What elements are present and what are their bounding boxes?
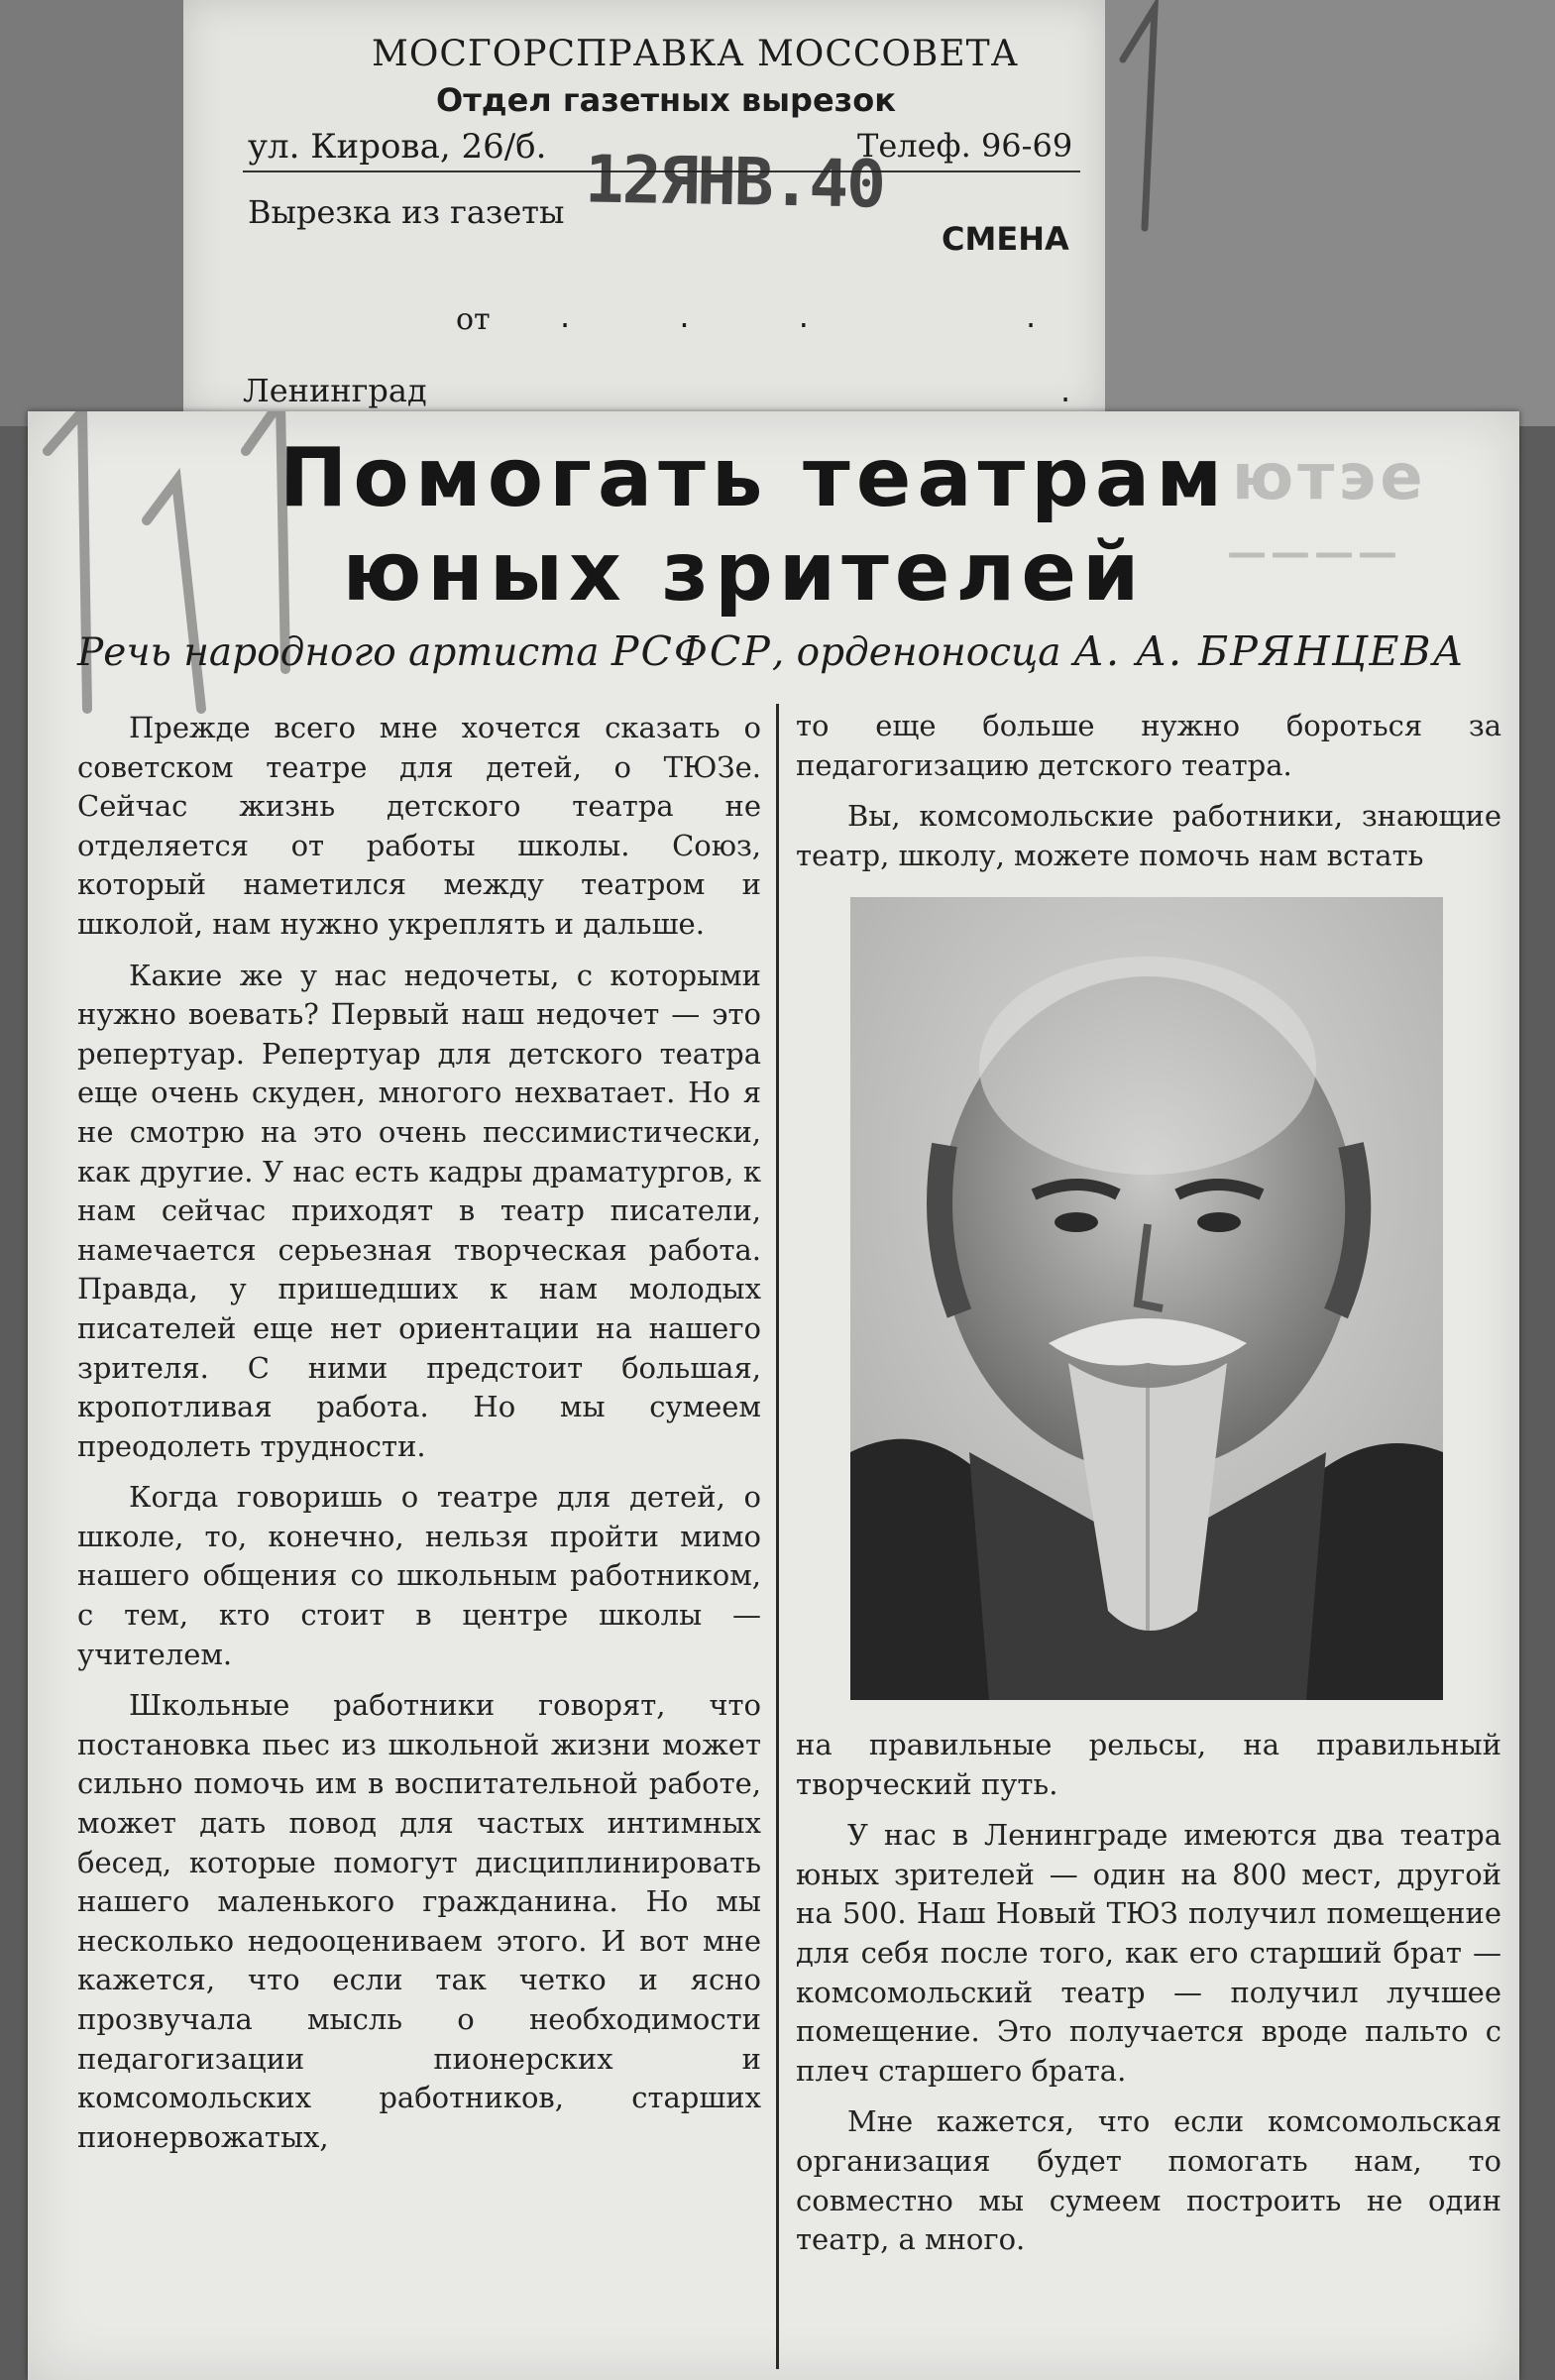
bureau-phone: Телеф. 96-69 [857,127,1073,165]
scan-mount-left [0,0,183,426]
article-paragraph: Какие же у нас недочеты, с которыми нужно воевать? Первый наш недочет — это репертуар. Репертуар для детского театра еще очень скуден, многого нехватает. Но я не смотрю на это очень пессимистически, как другие. У нас есть кадры драматургов, к нам сейчас приходят в театр писатели, намечается серьезная творческая работа. Правда, у пришедших к нам молодых писателей еще нет ориентации на нашего зрителя. С ними предстоит большая, кропотливая работа. Но мы сумеем преодолеть трудности. [77,958,761,1463]
column-rule [776,704,779,2369]
article-paragraph: У нас в Ленинграде имеются два театра юных зрителей — один на 800 мест, другой на 500. Наш Новый ТЮЗ получил помещение для себя после того, как его старший брат — комсомольский театр — получил лучшее помещение. Это получается вроде пальто с плеч старшего брата. [796,1818,1501,2088]
date-stamp: 12ЯНВ.40 [584,141,885,223]
article-paragraph: Когда говоришь о театре для детей, о школе, то, конечно, нельзя пройти мимо нашего общения со школьным работником, с тем, кто стоит в центре школы — учителем. [77,1480,761,1671]
article-paragraph: на правильные рельсы, на правильный творческий путь. [796,1728,1501,1801]
article-paragraph: Мне кажется, что если комсомольская организация будет помогать нам, то совместно мы сумеем построить не один театр, а много. [796,2104,1501,2257]
bureau-address: ул. Кирова, 26/б. [248,127,547,167]
article-right-column-bottom [796,1726,1501,2272]
pencil-mark-icon [1115,0,1174,238]
clipping-bureau-slip [183,0,1105,416]
from-label: от [456,302,491,337]
portrait-photo [850,897,1443,1700]
byline-prefix: Речь народного артиста [77,630,611,675]
byline-rsfsr: РСФСР [611,627,772,675]
dotted-blank-city: . [1060,372,1071,409]
newspaper-name: СМЕНА [942,220,1069,258]
bureau-name: МОСГОРСПРАВКА МОССОВЕТА [372,34,1019,74]
bureau-department: Отдел газетных вырезок [436,81,896,119]
city-label: Ленинград [243,372,427,409]
newspaper-clipping [28,411,1519,2380]
article-paragraph: Школьные работники говорят, что постановка пьес из школьной жизни может сильно помочь им в воспитательной работе, может дать повод для частых интимных бесед, которые помогут дисциплинировать нашего маленького гражданина. Но мы несколько недооцениваем этого. И вот мне кажется, что если так четко и ясно прозвучала мысль о необходимости педагогизации пионерских и комсомольских работников, старших пионервожатых, [77,1688,761,2154]
byline [77,627,1524,675]
article-right-column-top [796,707,1501,887]
bleed-through-text: ютэе [1232,441,1427,514]
headline-line-2: юных зрителей [342,525,1146,620]
article-left-column [77,709,761,2169]
byline-middle: , орденоносца [771,630,1073,675]
dotted-blank-end: . [1026,297,1037,335]
cutting-label: Вырезка из газеты [248,193,565,231]
bleed-through-text: ———— [1227,530,1401,576]
article-paragraph: Вы, комсомольские работники, знающие театр, школу, можете помочь нам встать [796,799,1501,872]
dotted-blank: . . . [560,297,858,335]
byline-name: А. А. БРЯНЦЕВА [1072,627,1466,675]
headline-line-1: Помогать театрам [278,431,1229,525]
article-paragraph: то еще больше нужно бороться за педагогизацию детского театра. [796,709,1501,782]
article-paragraph: Прежде всего мне хочется сказать о советском театре для детей, о ТЮЗе. Сейчас жизнь детского театра не отделяется от работы школы. Союз, который наметился между театром и школой, нам нужно укреплять и дальше. [77,711,761,941]
